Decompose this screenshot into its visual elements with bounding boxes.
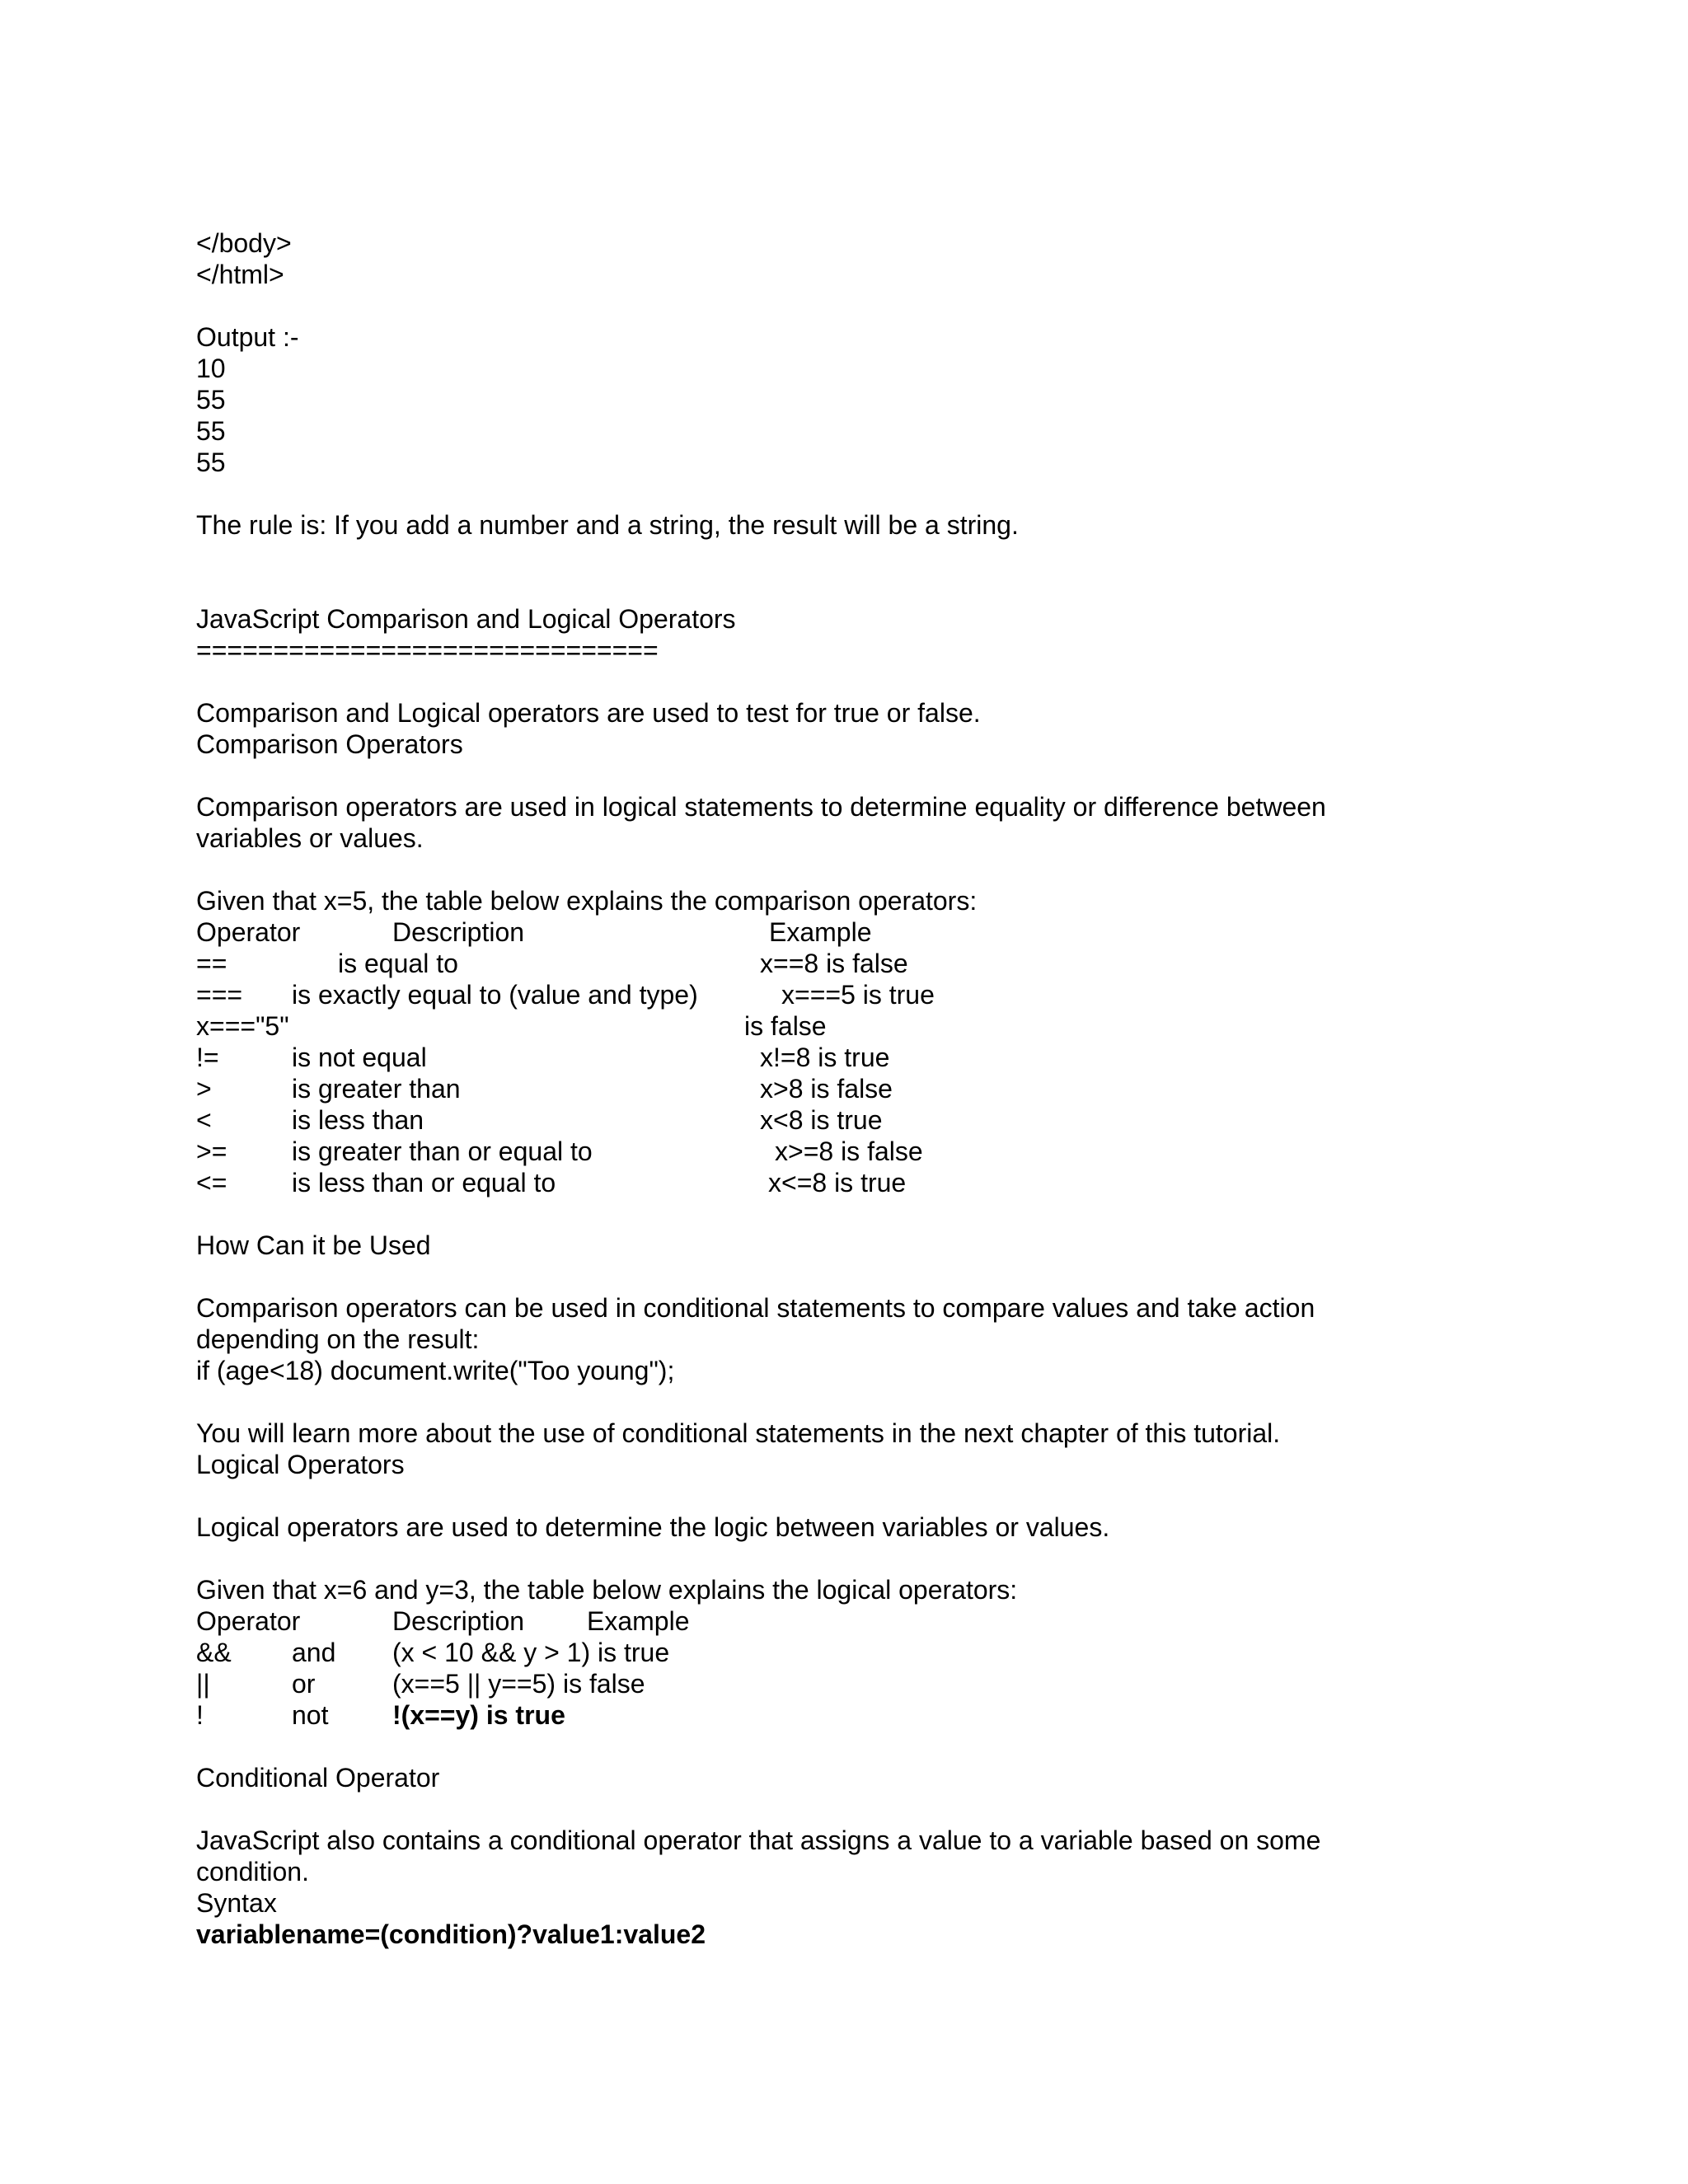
output-value: 10 — [196, 354, 226, 383]
logical-row-description: and — [292, 1638, 336, 1667]
code-html-close: </html> — [196, 260, 284, 289]
usage-line: depending on the result: — [196, 1324, 480, 1354]
conditional-line: condition. — [196, 1857, 309, 1886]
comparison-row-description: is equal to — [338, 949, 458, 978]
comparison-row-example: x!=8 is true — [760, 1043, 890, 1072]
comparison-intro: Comparison and Logical operators are used to test for true or false. — [196, 698, 981, 728]
output-label: Output :- — [196, 322, 299, 352]
comparison-header-description: Description — [392, 917, 525, 947]
comparison-desc-line: variables or values. — [196, 823, 424, 853]
comparison-row-description: is greater than — [292, 1074, 461, 1104]
code-body-close: </body> — [196, 228, 292, 258]
comparison-given: Given that x=5, the table below explains the comparison operators: — [196, 886, 978, 916]
conditional-line: JavaScript also contains a conditional operator that assigns a value to a variable based on some — [196, 1825, 1321, 1855]
usage-heading: How Can it be Used — [196, 1230, 431, 1260]
logical-given: Given that x=6 and y=3, the table below explains the logical operators: — [196, 1575, 1018, 1605]
comparison-row-description: is exactly equal to (value and type) — [292, 980, 698, 1010]
output-value: 55 — [196, 448, 226, 477]
logical-row-operator: || — [196, 1669, 210, 1699]
usage-line: Comparison operators can be used in conditional statements to compare values and take action — [196, 1293, 1315, 1323]
comparison-row-operator: != — [196, 1043, 219, 1072]
comparison-row-operator: == — [196, 949, 227, 978]
logical-row-example: (x==5 || y==5) is false — [392, 1669, 645, 1699]
logical-row-description: or — [292, 1669, 316, 1699]
comparison-row-operator: > — [196, 1074, 212, 1104]
logical-row-operator: && — [196, 1638, 232, 1667]
comparison-row-description: is less than — [292, 1105, 424, 1135]
comparison-row-operator: <= — [196, 1168, 227, 1197]
output-value: 55 — [196, 416, 226, 446]
section-title: JavaScript Comparison and Logical Operators — [196, 604, 736, 634]
comparison-row-example: x<8 is true — [760, 1105, 883, 1135]
conditional-heading: Conditional Operator — [196, 1763, 440, 1793]
comparison-header-example: Example — [769, 917, 872, 947]
syntax-label: Syntax — [196, 1888, 277, 1918]
logical-row-example: (x < 10 && y > 1) is true — [392, 1638, 670, 1667]
logical-header-description: Description — [392, 1606, 525, 1636]
comparison-row-example: x>8 is false — [760, 1074, 893, 1104]
rule-text: The rule is: If you add a number and a string, the result will be a string. — [196, 510, 1019, 540]
logical-row-description: not — [292, 1700, 329, 1730]
comparison-row-example: x<=8 is true — [768, 1168, 907, 1197]
usage-code: if (age<18) document.write("Too young"); — [196, 1356, 675, 1385]
logical-heading: Logical Operators — [196, 1450, 405, 1479]
comparison-desc-line: Comparison operators are used in logical statements to determine equality or difference between — [196, 792, 1326, 822]
section-underline: ============================== — [196, 635, 659, 665]
comparison-row-example: x>=8 is false — [775, 1137, 923, 1166]
comparison-header-operator: Operator — [196, 917, 301, 947]
logical-row-operator: ! — [196, 1700, 204, 1730]
comparison-row-example: is false — [744, 1011, 827, 1041]
comparison-heading: Comparison Operators — [196, 729, 463, 759]
logical-desc: Logical operators are used to determine the logic between variables or values. — [196, 1512, 1110, 1542]
comparison-row-description: is greater than or equal to — [292, 1137, 593, 1166]
logical-header-example: Example — [587, 1606, 690, 1636]
comparison-row-example: x==8 is false — [760, 949, 908, 978]
logical-header-operator: Operator — [196, 1606, 301, 1636]
comparison-row-operator: === — [196, 980, 243, 1010]
syntax-code: variablename=(condition)?value1:value2 — [196, 1919, 706, 1949]
comparison-row-example: x===5 is true — [781, 980, 935, 1010]
usage-note: You will learn more about the use of conditional statements in the next chapter of this tutorial. — [196, 1418, 1281, 1448]
comparison-row-description: is less than or equal to — [292, 1168, 556, 1197]
comparison-row-description: is not equal — [292, 1043, 427, 1072]
logical-row-example: !(x==y) is true — [392, 1700, 565, 1730]
comparison-row-operator: < — [196, 1105, 212, 1135]
comparison-row-operator: x==="5" — [196, 1011, 289, 1041]
comparison-row-operator: >= — [196, 1137, 227, 1166]
output-value: 55 — [196, 385, 226, 415]
